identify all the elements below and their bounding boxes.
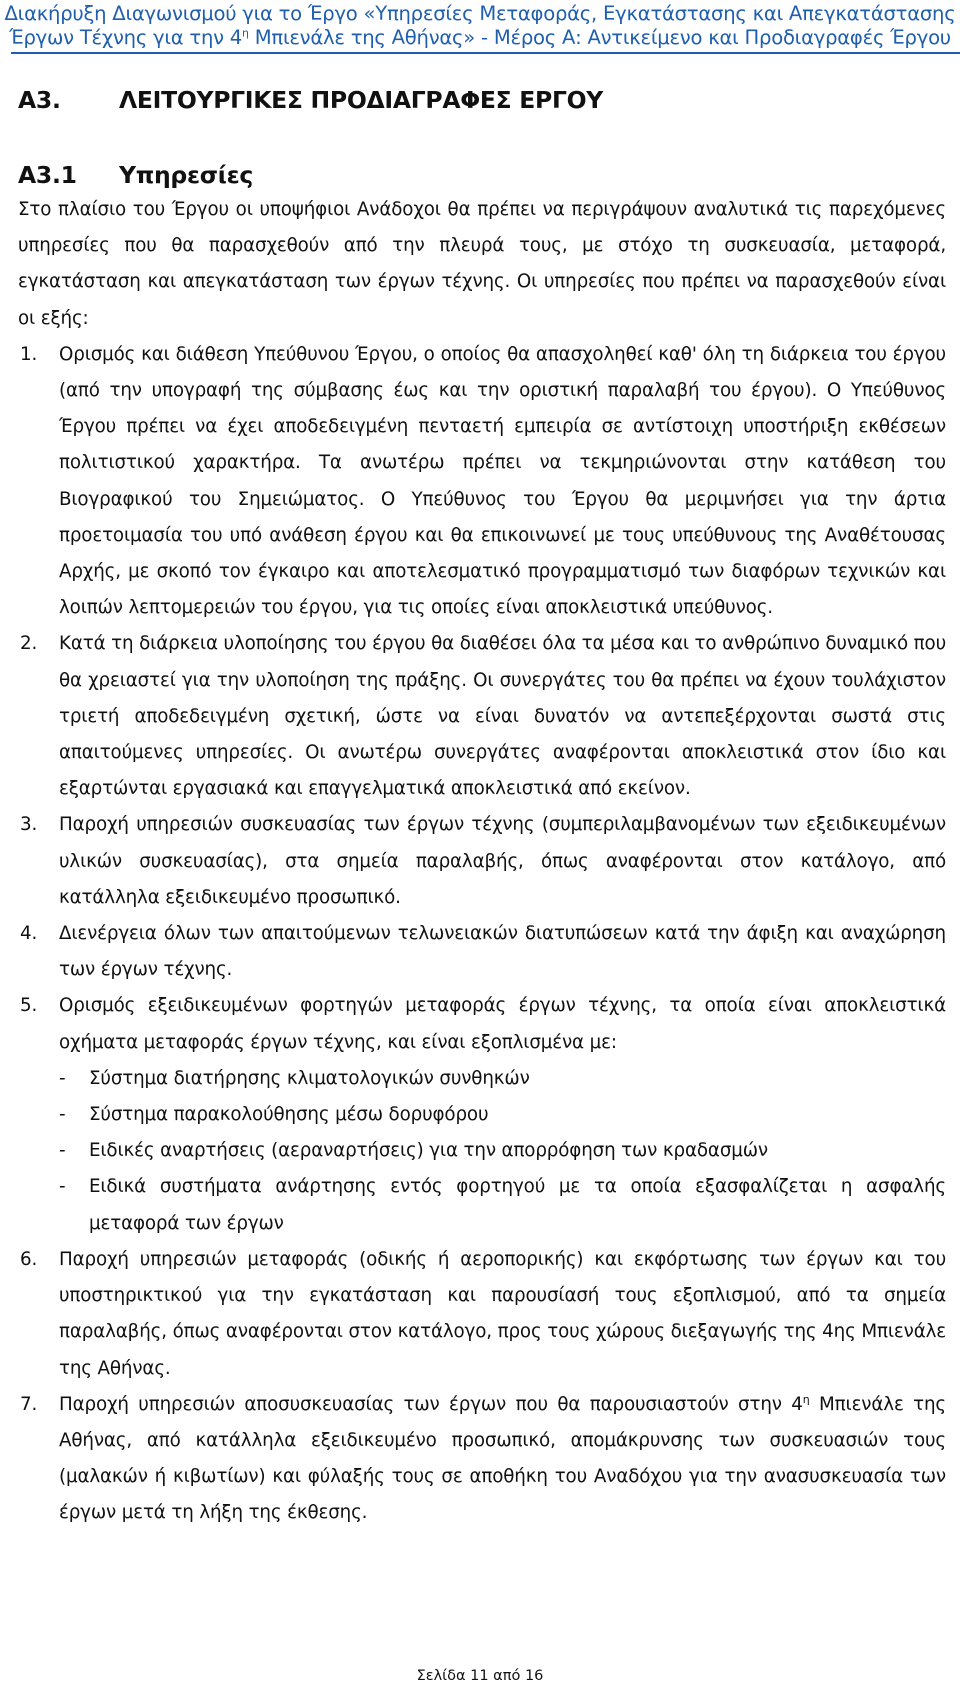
list-item xyxy=(18,1242,946,1387)
list-item xyxy=(18,988,946,1241)
section-number: Α3. xyxy=(18,86,61,114)
list-item-number: 1. xyxy=(20,343,38,365)
list-item xyxy=(18,916,946,988)
subsection-title: Υπηρεσίες xyxy=(119,161,254,189)
list-item-text: Διενέργεια όλων των απαιτούμενων τελωνειακών διατυπώσεων κατά την άφιξη και αναχώρηση των έργων τέχνης. xyxy=(59,923,946,981)
dash-bullet: - xyxy=(59,1104,66,1126)
list-item xyxy=(18,1387,946,1532)
list-item-number: 6. xyxy=(20,1248,38,1270)
sublist-item xyxy=(59,1061,946,1097)
dash-bullet: - xyxy=(59,1067,66,1089)
list-item-number: 5. xyxy=(20,995,38,1017)
list-item-text: Κατά τη διάρκεια υλοποίησης του έργου θα διαθέσει όλα τα μέσα και το ανθρώπινο δυναμικό που θα χρειαστεί για την υλοποίηση της πράξης. Οι συνεργάτες του θα πρέπει να έχουν τουλάχιστον τριετή αποδεδειγμένη σχετική, ώστε να είναι δυνατόν να αντεπεξέρχονται σωστά στις απαιτούμενες υπηρεσίες. Οι ανωτέρω συνεργάτες αναφέρονται αποκλειστικά στον ίδιο και εξαρτώνται εργασιακά και επαγγελματικά αποκλειστικά από εκείνον. xyxy=(59,633,946,800)
page-number-footer: Σελίδα 11 από 16 xyxy=(416,1668,544,1684)
services-list xyxy=(18,337,946,1532)
sublist-item xyxy=(59,1133,946,1169)
list-item-text-start: Παροχή υπηρεσιών αποσυσκευασίας των έργων που θα παρουσιαστούν στην 4 xyxy=(59,1393,803,1415)
list-item-text-end: Μπιενάλε της Αθήνας, από κατάλληλα εξειδικευμένο προσωπικό, απομάκρυνσης των συσκευασιών τους (μαλακών ή κιβωτίων) και φύλαξής τους σε αποθήκη του Αναδόχου για την ανασυσκευασία των έργων μετά τη λήξη της έκθεσης. xyxy=(59,1393,946,1524)
list-item-number: 7. xyxy=(20,1393,38,1415)
running-header-superscript: η xyxy=(242,26,249,40)
running-header-line-2 xyxy=(0,26,960,50)
subsection-heading xyxy=(18,159,253,191)
sublist-item-text: Σύστημα παρακολούθησης μέσω δορυφόρου xyxy=(89,1104,489,1126)
list-item-text: Παροχή υπηρεσιών συσκευασίας των έργων τέχνης (συμπεριλαμβανομένων των εξειδικευμένων υλικών συσκευασίας), στα σημεία παραλαβής, όπως αναφέρονται στον κατάλογο, από κατάλληλα εξειδικευμένο προσωπικό. xyxy=(59,814,946,908)
running-header-line-1: Διακήρυξη Διαγωνισμού για το Έργο «Υπηρεσίες Μεταφοράς, Εγκατάστασης και Απεγκατάστασης xyxy=(4,2,956,25)
running-header-line-2-end: Μπιενάλε της Αθήνας» - Μέρος Α: Αντικείμενο και Προδιαγραφές Έργου xyxy=(248,26,951,49)
section-heading xyxy=(18,84,603,116)
equipment-sublist xyxy=(59,1061,946,1242)
sublist-item-text: Ειδικά συστήματα ανάρτησης εντός φορτηγού με τα οποία εξασφαλίζεται η ασφαλής μεταφορά των έργων xyxy=(89,1176,946,1234)
ordinal-superscript: η xyxy=(802,1392,810,1406)
list-item-number: 3. xyxy=(20,814,38,836)
subsection-number: Α3.1 xyxy=(18,161,77,189)
running-header-line-2-start: Έργων Τέχνης για την 4 xyxy=(9,26,243,49)
sublist-item-text: Σύστημα διατήρησης κλιματολογικών συνθηκών xyxy=(89,1067,530,1089)
dash-bullet: - xyxy=(59,1176,66,1198)
list-item-text: Ορισμός και διάθεση Υπεύθυνου Έργου, ο οποίος θα απασχοληθεί καθ' όλη τη διάρκεια του έργου (από την υπογραφή της σύμβασης έως και την οριστική παραλαβή του έργου). Ο Υπεύθυνος Έργου πρέπει να έχει αποδεδειγμένη πενταετή εμπειρία σε αντίστοιχη υποστήριξη εκθέσεων πολιτιστικού χαρακτήρα. Τα ανωτέρω πρέπει να τεκμηριώνονται στην κατάθεση του Βιογραφικού του Σημειώματος. Ο Υπεύθυνος του Έργου θα μεριμνήσει για την άρτια προετοιμασία του υπό ανάθεση έργου και θα επικοινωνεί με τους υπεύθυνους της Αναθέτουσας Αρχής, με σκοπό τον έγκαιρο και αποτελεσματικό προγραμματισμό των διαφόρων τεχνικών και λοιπών λεπτομερειών του έργου, για τις οποίες είναι αποκλειστικά υπεύθυνος. xyxy=(59,343,946,619)
sublist-item-text: Ειδικές αναρτήσεις (αεραναρτήσεις) για την απορρόφηση των κραδασμών xyxy=(89,1140,768,1162)
intro-paragraph: Στο πλαίσιο του Έργου οι υποψήφιοι Ανάδοχοι θα πρέπει να περιγράψουν αναλυτικά τις παρεχόμενες υπηρεσίες που θα παρασχεθούν από την πλευρά τους, με στόχο τη συσκευασία, μεταφορά, εγκατάσταση και απεγκατάσταση των έργων τέχνης. Οι υπηρεσίες που πρέπει να παρασχεθούν είναι οι εξής: xyxy=(18,199,946,329)
running-header xyxy=(0,2,960,50)
list-item-text: Ορισμός εξειδικευμένων φορτηγών μεταφοράς έργων τέχνης, τα οποία είναι αποκλειστικά οχήματα μεταφοράς έργων τέχνης, και είναι εξοπλισμένα με: xyxy=(59,995,946,1053)
header-rule xyxy=(11,52,960,54)
list-item-text xyxy=(59,1387,946,1532)
sublist-item xyxy=(59,1097,946,1133)
dash-bullet: - xyxy=(59,1140,66,1162)
section-title: ΛΕΙΤΟΥΡΓΙΚΕΣ ΠΡΟΔΙΑΓΡΑΦΕΣ ΕΡΓΟΥ xyxy=(119,86,604,114)
list-item xyxy=(18,337,946,627)
list-item xyxy=(18,807,946,916)
list-item-number: 4. xyxy=(20,923,38,945)
body-text xyxy=(18,192,946,1532)
list-item xyxy=(18,626,946,807)
list-item-text: Παροχή υπηρεσιών μεταφοράς (οδικής ή αεροπορικής) και εκφόρτωσης των έργων και του υποστηρικτικού για την εγκατάσταση και παρουσίασή τους εξοπλισμού, από τα σημεία παραλαβής, όπως αναφέρονται στον κατάλογο, προς τους χώρους διεξαγωγής της 4ης Μπιενάλε της Αθήνας. xyxy=(59,1248,946,1379)
list-item-number: 2. xyxy=(20,633,38,655)
sublist-item xyxy=(59,1169,946,1241)
